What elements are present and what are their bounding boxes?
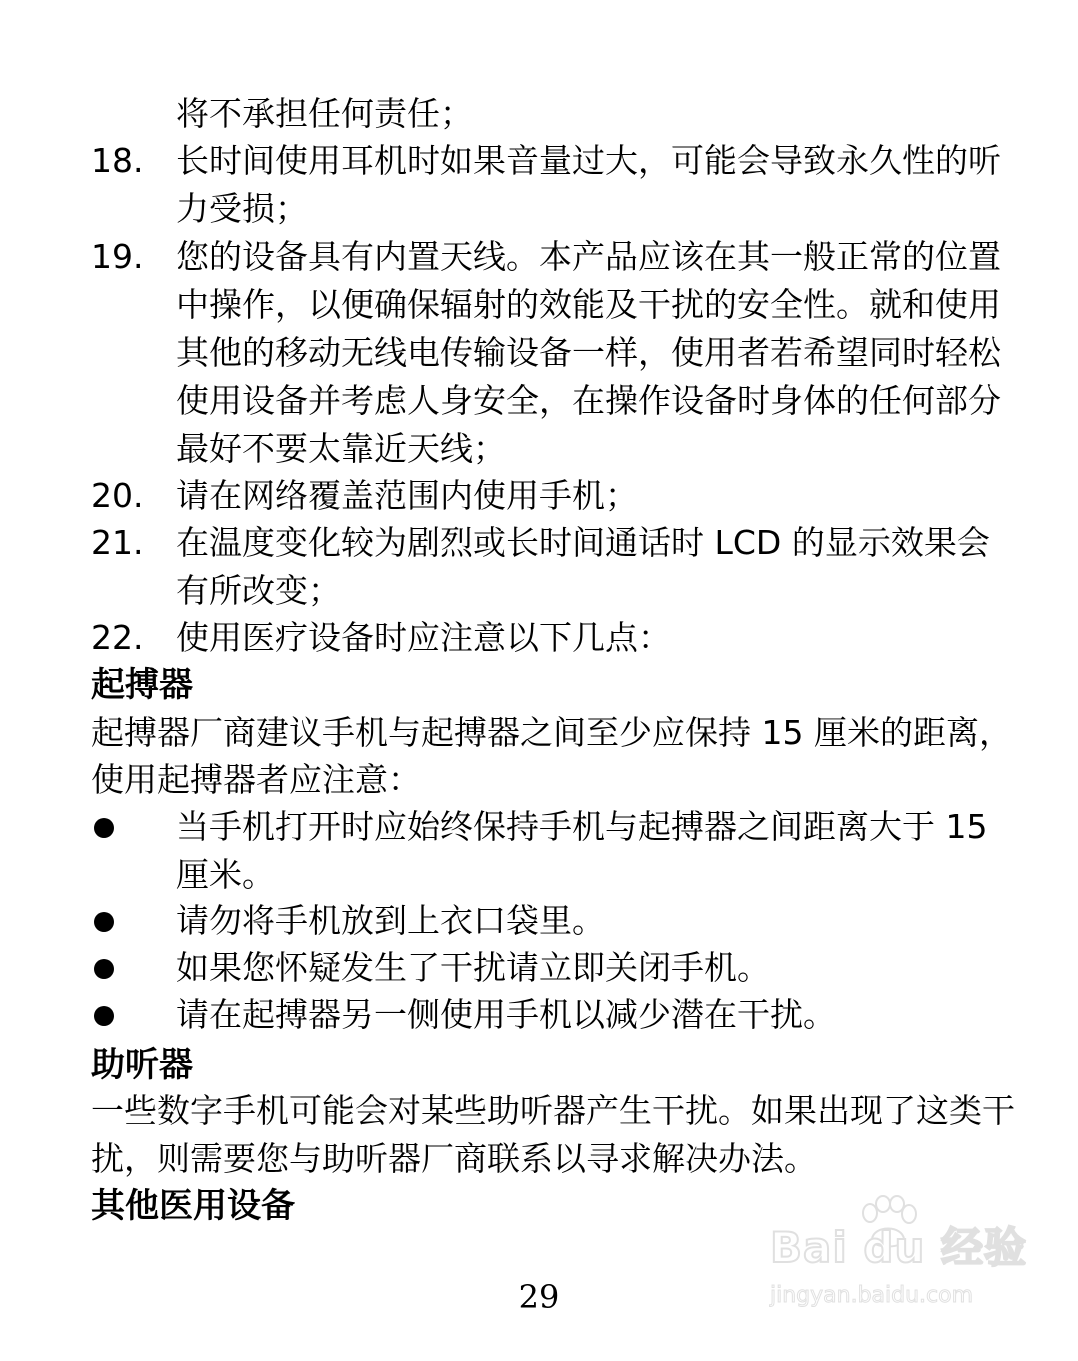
item-line: 力受损； xyxy=(176,189,308,228)
item-line: 最好不要太靠近天线； xyxy=(176,429,506,468)
hearing-aid-line: 一些数字手机可能会对某些助听器产生干扰。如果出现了这类干 xyxy=(91,1091,1015,1130)
bullet-text: 请在起搏器另一侧使用手机以减少潜在干扰。 xyxy=(176,995,836,1034)
bullet-dot xyxy=(94,818,114,838)
page-number: 29 xyxy=(518,1278,560,1316)
baidu-jingyan-watermark xyxy=(760,1195,1027,1325)
item-line: 中操作，以便确保辐射的效能及干扰的安全性。就和使用 xyxy=(176,285,1001,324)
watermark-logo: Bai du 经验 xyxy=(770,1223,1027,1272)
bullet-text: 厘米。 xyxy=(176,855,275,894)
item-line: 长时间使用耳机时如果音量过大，可能会导致永久性的听 xyxy=(176,141,1001,180)
bullet-text: 如果您怀疑发生了干扰请立即关闭手机。 xyxy=(176,948,770,987)
bullet-dot xyxy=(94,959,114,979)
item-line: 将不承担任何责任； xyxy=(176,94,473,133)
watermark-url: jingyan.baidu.com xyxy=(770,1283,974,1308)
item-line: 请在网络覆盖范围内使用手机； xyxy=(176,476,638,515)
bullet-text: 请勿将手机放到上衣口袋里。 xyxy=(176,901,605,940)
item-line: 您的设备具有内置天线。本产品应该在其一般正常的位置 xyxy=(176,237,1001,276)
item-number: 19. xyxy=(91,237,144,276)
item-number: 21. xyxy=(91,523,144,562)
item-line: 有所改变； xyxy=(176,571,341,610)
item-number: 18. xyxy=(91,141,144,180)
item-number: 20. xyxy=(91,476,144,515)
item-line: 其他的移动无线电传输设备一样，使用者若希望同时轻松 xyxy=(176,333,1001,372)
other-devices-heading: 其他医用设备 xyxy=(91,1186,295,1226)
pacemaker-intro-line: 起搏器厂商建议手机与起搏器之间至少应保持 15 厘米的距离， xyxy=(91,713,1012,752)
pacemaker-heading: 起搏器 xyxy=(91,665,193,705)
hearing-aid-heading: 助听器 xyxy=(91,1045,193,1085)
item-line: 使用设备并考虑人身安全，在操作设备时身体的任何部分 xyxy=(176,381,1001,420)
pacemaker-intro-line: 使用起搏器者应注意： xyxy=(91,760,421,799)
item-line: 在温度变化较为剧烈或长时间通话时 LCD 的显示效果会 xyxy=(176,523,990,562)
bullet-dot xyxy=(94,1006,114,1026)
hearing-aid-line: 扰，则需要您与助听器厂商联系以寻求解决办法。 xyxy=(91,1139,817,1178)
bullet-text: 当手机打开时应始终保持手机与起搏器之间距离大于 15 xyxy=(176,807,988,846)
item-number: 22. xyxy=(91,618,144,657)
bullet-dot xyxy=(94,912,114,932)
item-line: 使用医疗设备时应注意以下几点： xyxy=(176,618,671,657)
